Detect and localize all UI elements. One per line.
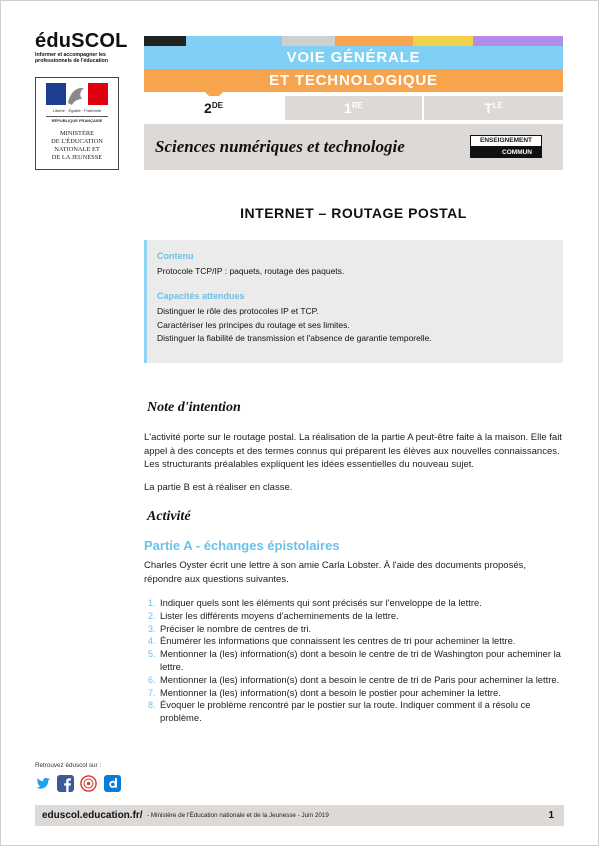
question-number: 1. bbox=[148, 598, 156, 608]
footer-band bbox=[35, 805, 564, 826]
logo-tagline: Informer et accompagner les professionnels de l'éducation bbox=[35, 52, 109, 64]
color-bar-blue bbox=[186, 36, 282, 46]
question-item: 6. Mentionner la (les) information(s) dont a besoin le centre de tri de Paris pour acheminer la lettre. bbox=[148, 673, 560, 685]
voie-band bbox=[144, 46, 563, 69]
republic-name: RÉPUBLIQUE FRANÇAISE bbox=[51, 118, 103, 123]
part-a-title: Partie A - échanges épistolaires bbox=[144, 538, 340, 553]
subject-band bbox=[144, 124, 563, 170]
marianne-logo-icon bbox=[46, 83, 108, 105]
contenu-text: Protocole TCP/IP : paquets, routage des paquets. bbox=[157, 266, 345, 276]
capacite-item: Distinguer la fiabilité de transmission et l'absence de garantie temporelle. bbox=[157, 333, 432, 343]
note-paragraph-2: La partie B est à réaliser en classe. bbox=[144, 482, 293, 493]
color-bar-grey bbox=[282, 36, 335, 46]
twitter-icon[interactable] bbox=[35, 775, 52, 792]
ministry-name: MINISTÈRE DE L'ÉDUCATION NATIONALE ET DE LA JEUNESSE bbox=[51, 130, 103, 161]
eduscol-logo[interactable]: éduSCOL bbox=[35, 30, 128, 52]
part-a-intro: Charles Oyster écrit une lettre à son amie Carla Lobster. À l'aide des documents proposés, répondre aux questions suivantes. bbox=[144, 560, 527, 585]
ministry-block bbox=[35, 77, 119, 170]
divider bbox=[46, 116, 108, 117]
contenu-label: Contenu bbox=[157, 251, 194, 261]
document-title: INTERNET – ROUTAGE POSTAL bbox=[240, 205, 467, 221]
question-list bbox=[144, 597, 564, 725]
question-number: 2. bbox=[148, 610, 156, 621]
facebook-icon[interactable] bbox=[57, 775, 74, 792]
capacites-label: Capacités attendues bbox=[157, 291, 245, 301]
question-item: 2. Lister les différents moyens d'acheminements de la lettre. bbox=[148, 609, 399, 621]
question-number: 4. bbox=[148, 636, 156, 647]
color-bar-purple bbox=[473, 36, 563, 46]
voie-title: VOIE GÉNÉRALE bbox=[286, 49, 421, 66]
question-number: 5. bbox=[148, 649, 156, 660]
dailymotion-icon[interactable] bbox=[104, 775, 121, 792]
level-2de[interactable]: 2DE bbox=[144, 96, 283, 120]
level-tle[interactable]: $T^{LE}$ bbox=[424, 96, 563, 120]
question-item: 1. Indiquer quels sont les éléments qui sont précisés sur l'enveloppe de la lettre. bbox=[148, 597, 482, 608]
content-box bbox=[144, 240, 563, 363]
question-number: 8. bbox=[148, 700, 156, 711]
footer-link[interactable]: eduscol.education.fr/ bbox=[42, 810, 143, 821]
question-number: 3. bbox=[148, 623, 156, 634]
color-bar-yellow bbox=[413, 36, 473, 46]
level-1re[interactable]: 1RE bbox=[285, 96, 422, 120]
capacite-item: Caractériser les principes du routage et ses limites. bbox=[157, 320, 350, 330]
question-number: 6. bbox=[148, 674, 156, 685]
techno-band bbox=[144, 69, 563, 92]
note-paragraph: L'activité porte sur le routage postal. La réalisation de la partie A peut-être faite à la maison. Elle fait appel à des concepts et des termes connus qui préparent les élèves aux nouvelles connaissances. Les structurants préalables expliquent les idées essentielles du nouveau sujet. bbox=[144, 432, 562, 470]
question-item: 7. Mentionner la (les) information(s) dont a besoin le postier pour acheminer la lettre. bbox=[148, 686, 501, 698]
subject-title: Sciences numériques et technologie bbox=[155, 137, 405, 156]
enseignement-badge: ENSEIGNEMENT COMMUN bbox=[470, 135, 542, 158]
color-bar-orange bbox=[335, 36, 413, 46]
social-label: Retrouvez éduscol sur : bbox=[35, 762, 102, 769]
color-bar-black bbox=[144, 36, 186, 46]
footer-credit: - Ministère de l'Éducation nationale et de la Jeunesse - Juin 2019 bbox=[147, 812, 329, 819]
question-item: 8. Évoquer le problème rencontré par le postier sur la route. Indiquer comment il a résolu ce problème. bbox=[148, 699, 531, 724]
eduscol-tv-icon[interactable] bbox=[80, 775, 97, 792]
note-heading: Note d'intention bbox=[147, 400, 241, 415]
page-number: 1 bbox=[548, 810, 554, 821]
question-item: 3. Préciser le nombre de centres de tri. bbox=[148, 622, 312, 634]
question-item: 4. Énumérer les informations que connaissent les centres de tri pour acheminer la lettre. bbox=[148, 635, 516, 647]
capacite-item: Distinguer le rôle des protocoles IP et TCP. bbox=[157, 306, 319, 316]
techno-title: ET TECHNOLOGIQUE bbox=[269, 72, 438, 89]
question-item: 5. Mentionner la (les) information(s) dont a besoin le centre de tri de Washington pour acheminer la lettre. bbox=[148, 648, 561, 672]
activite-heading: Activité bbox=[147, 509, 191, 524]
question-number: 7. bbox=[148, 687, 156, 698]
republic-motto: Liberté · Égalité · Fraternité bbox=[52, 108, 102, 113]
